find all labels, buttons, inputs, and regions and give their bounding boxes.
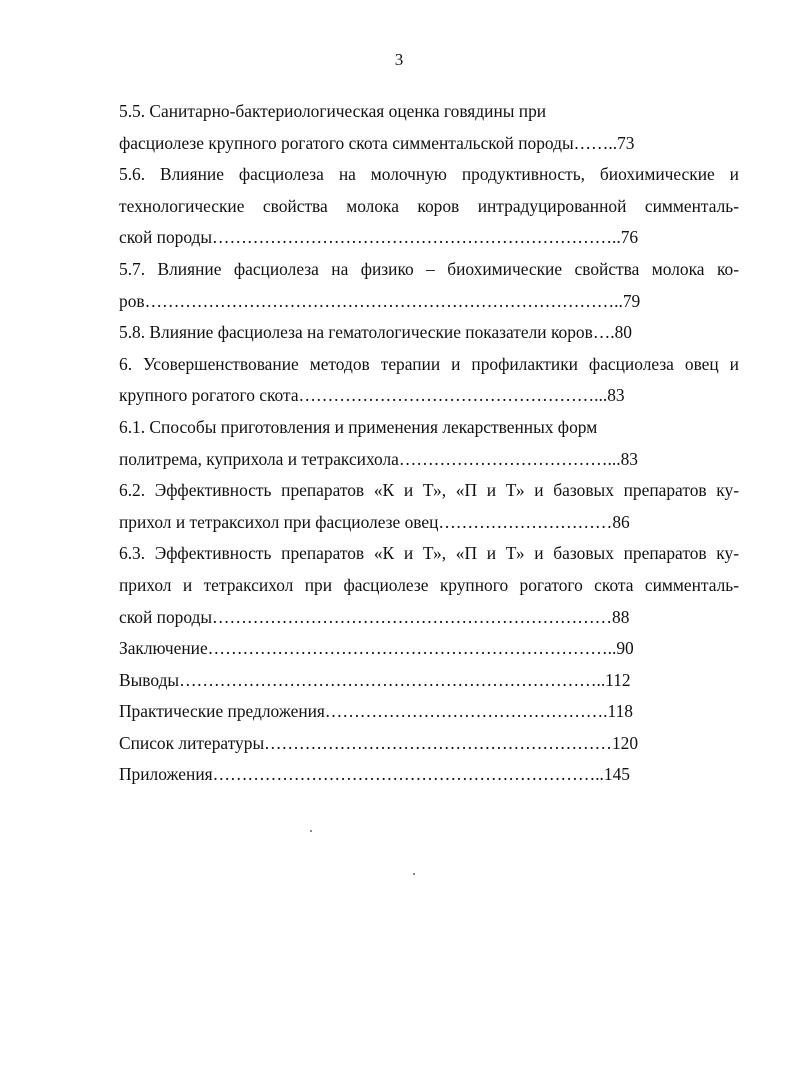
toc-line-6-3-title: 6.3. Эффективность препаратов «К и Т», «П и Т» и базовых препаратов ку- bbox=[119, 543, 739, 564]
toc-line-6-page: крупного рогатого скота……………………………………………...83 bbox=[119, 385, 625, 406]
toc-line-references: Список литературы……………………………………………………120 bbox=[119, 732, 639, 753]
toc-line-5-7-page: ров………………………………………………………………………..79 bbox=[119, 290, 641, 311]
toc-line-5-6-page: ской породы……………………………………………………………..76 bbox=[119, 227, 639, 248]
toc-line-5-8: 5.8. Влияние фасциолеза на гематологические показатели коров….80 bbox=[119, 322, 632, 343]
table-of-contents bbox=[119, 96, 739, 791]
toc-line-5-6-cont: технологические свойства молока коров интрадуцированной симменталь- bbox=[119, 195, 739, 216]
toc-line-findings: Выводы………………………………………………………………..112 bbox=[119, 669, 631, 690]
toc-line-appendices: Приложения…………………………………………………………..145 bbox=[119, 764, 630, 785]
toc-line-5-5-title: 5.5. Санитарно-бактериологическая оценка говядины при bbox=[119, 101, 547, 121]
page-number: 3 bbox=[394, 50, 404, 69]
toc-line-6-2-page: прихол и тетраксихол при фасциолезе овец…………………………86 bbox=[119, 511, 630, 532]
toc-line-5-6-title: 5.6. Влияние фасциолеза на молочную продуктивность, биохимические и bbox=[119, 164, 739, 185]
toc-line-6-3-cont: прихол и тетраксихол при фасциолезе крупного рогатого скота симменталь- bbox=[119, 574, 739, 595]
scan-speck bbox=[310, 830, 312, 832]
toc-line-5-7-title: 5.7. Влияние фасциолеза на физико – биохимические свойства молока ко- bbox=[119, 258, 739, 279]
toc-line-6-1-page: политрема, куприхола и тетраксихола………………………………...83 bbox=[119, 448, 638, 469]
scan-speck bbox=[413, 873, 415, 875]
toc-line-conclusion: Заключение……………………………………………………………..90 bbox=[119, 638, 634, 659]
toc-line-5-5-page: фасциолезе крупного рогатого скота симментальской породы……..73 bbox=[119, 132, 635, 153]
toc-line-6-1-title: 6.1. Способы приготовления и применения лекарственных форм bbox=[119, 416, 598, 437]
toc-line-6-title: 6. Усовершенствование методов терапии и профилактики фасциолеза овец и bbox=[119, 353, 739, 374]
toc-line-6-3-page: ской породы……………………………………………………………88 bbox=[119, 606, 630, 627]
toc-line-6-2-title: 6.2. Эффективность препаратов «К и Т», «П и Т» и базовых препаратов ку- bbox=[119, 480, 739, 501]
toc-line-recommendations: Практические предложения………………………………………….118 bbox=[119, 701, 633, 722]
